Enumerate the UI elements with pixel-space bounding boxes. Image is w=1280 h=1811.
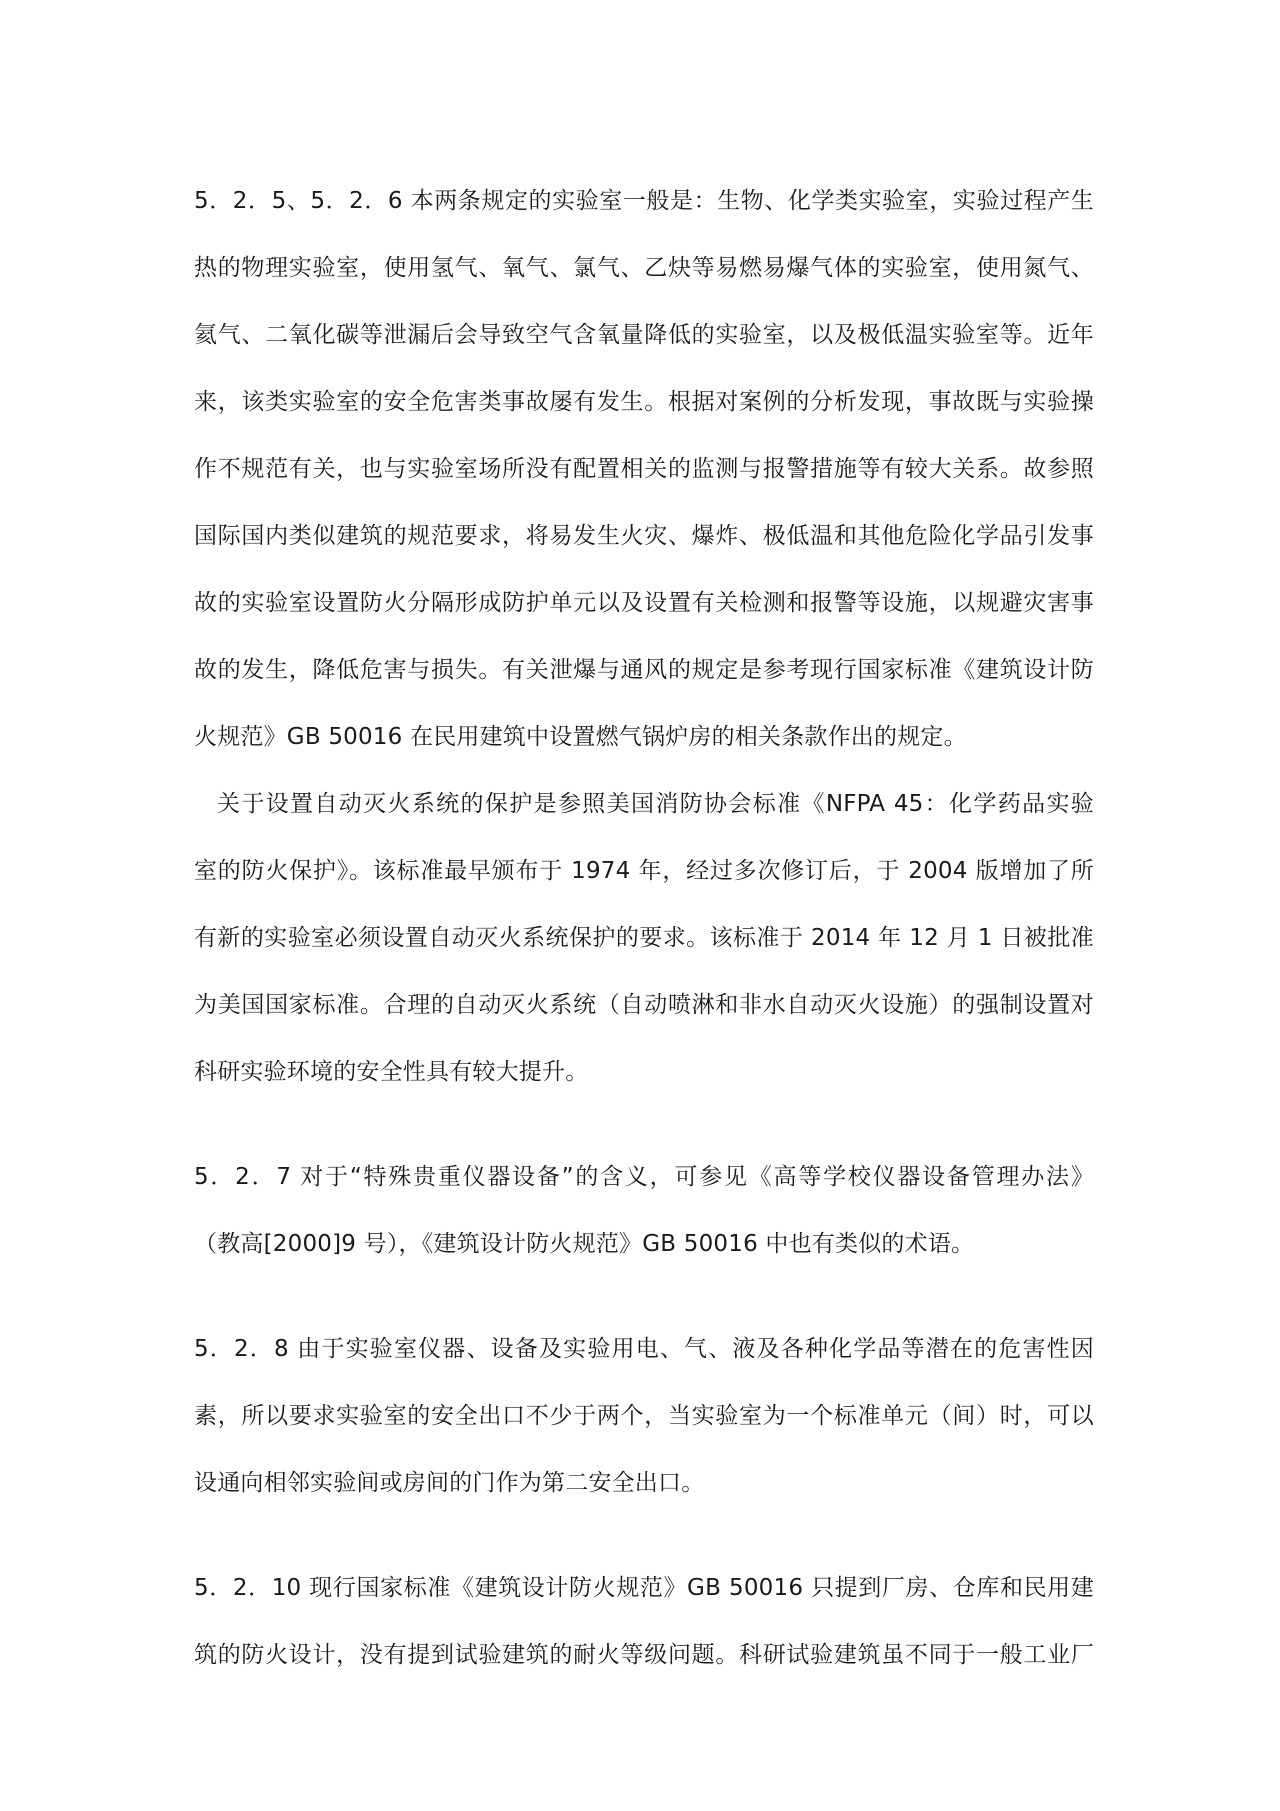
text-line: 来，该类实验室的安全危害类事故屡有发生。根据对案例的分析发现，事故既与实验操 bbox=[194, 389, 1094, 415]
text-line: 作不规范有关，也与实验室场所没有配置相关的监测与报警措施等有较大关系。故参照 bbox=[194, 456, 1094, 482]
paragraph-5-2-8 bbox=[194, 1316, 1094, 1517]
paragraph-5-2-5 bbox=[194, 168, 1094, 771]
text-line: 科研实验环境的安全性具有较大提升。 bbox=[194, 1059, 589, 1085]
paragraph-automatic-extinguishing bbox=[194, 771, 1094, 1106]
text-line: 火规范》GB 50016 在民用建筑中设置燃气锅炉房的相关条款作出的规定。 bbox=[194, 724, 967, 750]
document-body bbox=[194, 168, 1094, 1689]
text-line: 有新的实验室必须设置自动灭火系统保护的要求。该标准于 2014 年 12 月 1 日被批准 bbox=[194, 925, 1094, 951]
text-line: 5．2．8 由于实验室仪器、设备及实验用电、气、液及各种化学品等潜在的危害性因 bbox=[194, 1336, 1094, 1362]
text-line: 室的防火保护》。该标准最早颁布于 1974 年，经过多次修订后，于 2004 版增加了所 bbox=[194, 858, 1094, 884]
text-line: （教高[2000]9 号），《建筑设计防火规范》GB 50016 中也有类似的术语。 bbox=[194, 1231, 975, 1257]
text-line: 5．2．7 对于“特殊贵重仪器设备”的含义，可参见《高等学校仪器设备管理办法》 bbox=[194, 1164, 1094, 1190]
text-line: 5．2．5、5．2．6 本两条规定的实验室一般是：生物、化学类实验室，实验过程产生 bbox=[194, 188, 1094, 214]
text-line: 氦气、二氧化碳等泄漏后会导致空气含氧量降低的实验室，以及极低温实验室等。近年 bbox=[194, 322, 1094, 348]
text-line: 5．2．10 现行国家标准《建筑设计防火规范》GB 50016 只提到厂房、仓库和民用建 bbox=[194, 1575, 1094, 1601]
text-line: 关于设置自动灭火系统的保护是参照美国消防协会标准《NFPA 45：化学药品实验 bbox=[217, 791, 1094, 817]
paragraph-5-2-10 bbox=[194, 1555, 1094, 1689]
text-line: 筑的防火设计，没有提到试验建筑的耐火等级问题。科研试验建筑虽不同于一般工业厂 bbox=[194, 1642, 1094, 1668]
text-line: 为美国国家标准。合理的自动灭火系统（自动喷淋和非水自动灭火设施）的强制设置对 bbox=[194, 992, 1094, 1018]
text-line: 故的发生，降低危害与损失。有关泄爆与通风的规定是参考现行国家标准《建筑设计防 bbox=[194, 657, 1094, 683]
text-line: 设通向相邻实验间或房间的门作为第二安全出口。 bbox=[194, 1470, 705, 1496]
text-line: 素，所以要求实验室的安全出口不少于两个，当实验室为一个标准单元（间）时，可以 bbox=[194, 1403, 1094, 1429]
text-line: 热的物理实验室，使用氢气、氧气、氯气、乙炔等易燃易爆气体的实验室，使用氮气、 bbox=[194, 255, 1094, 281]
text-line: 国际国内类似建筑的规范要求，将易发生火灾、爆炸、极低温和其他危险化学品引发事 bbox=[194, 523, 1094, 549]
paragraph-5-2-7 bbox=[194, 1144, 1094, 1278]
text-line: 故的实验室设置防火分隔形成防护单元以及设置有关检测和报警等设施，以规避灾害事 bbox=[194, 590, 1094, 616]
